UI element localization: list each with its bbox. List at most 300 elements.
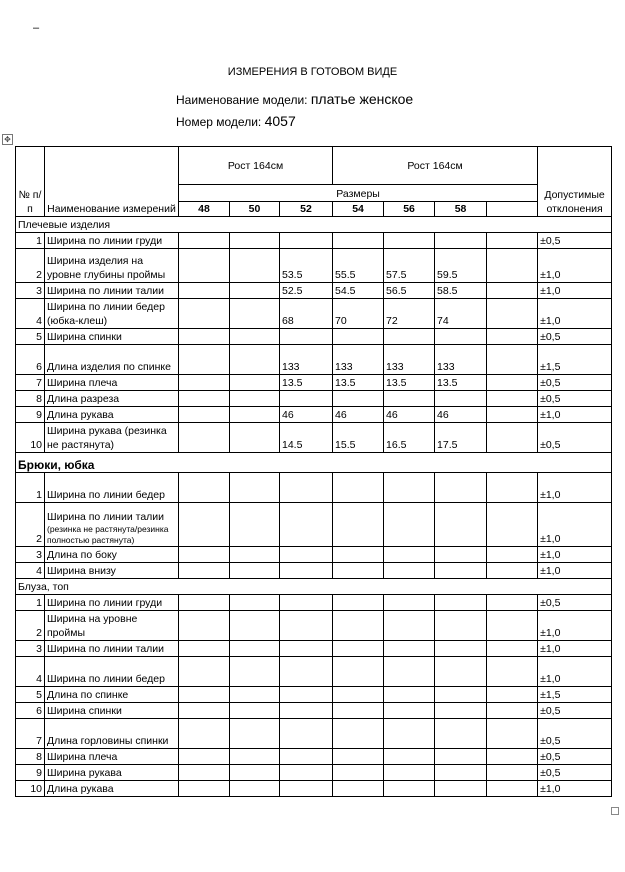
- row-number: 7: [16, 719, 45, 749]
- size-value-cell: [280, 329, 333, 345]
- size-value-cell: [333, 233, 384, 249]
- size-value-cell: [179, 391, 230, 407]
- header-size: 50: [230, 202, 280, 217]
- size-value-cell: [179, 611, 230, 641]
- tolerance-value: ±0,5: [538, 749, 612, 765]
- size-value-cell: [179, 345, 230, 375]
- table-row: [16, 249, 612, 283]
- measurement-name-text: Длина рукава: [47, 783, 114, 795]
- size-value-cell: [280, 749, 333, 765]
- table-row: [16, 687, 612, 703]
- size-value-cell: [435, 687, 487, 703]
- tolerance-value: ±1,0: [538, 407, 612, 423]
- size-value-cell: [230, 641, 280, 657]
- measurement-name-text: Ширина плеча: [47, 377, 118, 389]
- measurement-name-text: Ширина плеча: [47, 751, 118, 763]
- size-value-cell: [230, 749, 280, 765]
- size-value-cell: 13.5: [280, 375, 333, 391]
- table-row: [16, 781, 612, 797]
- size-value-cell: [230, 687, 280, 703]
- size-value-cell: [435, 657, 487, 687]
- size-value-cell: [435, 749, 487, 765]
- tolerance-value: ±1,5: [538, 687, 612, 703]
- size-value-cell: [280, 719, 333, 749]
- size-value-cell: 46: [384, 407, 435, 423]
- table-row: [16, 391, 612, 407]
- measurement-name-text: Длина рукава: [47, 409, 114, 421]
- table-row: [16, 749, 612, 765]
- size-value-cell: 13.5: [384, 375, 435, 391]
- measurement-name-text: Ширина по линии бедер: [47, 673, 165, 685]
- size-value-cell: [179, 719, 230, 749]
- size-value-cell: [487, 719, 538, 749]
- size-value-cell: 13.5: [435, 375, 487, 391]
- table-row: [16, 547, 612, 563]
- header-height-2: Рост 164см: [333, 147, 538, 185]
- size-value-cell: [487, 299, 538, 329]
- model-name-line: [176, 91, 413, 107]
- size-value-cell: [487, 703, 538, 719]
- measurement-name-text: Ширина по линии талии: [47, 643, 165, 655]
- row-number: 8: [16, 391, 45, 407]
- size-value-cell: [384, 473, 435, 503]
- measurement-name: [45, 345, 179, 375]
- row-number: 10: [16, 423, 45, 453]
- tolerance-value: ±1,0: [538, 503, 612, 547]
- measurement-note: (резинка не растянута/резинка полностью растянута): [47, 524, 169, 545]
- table-row: [16, 503, 612, 547]
- measurement-name-text: Ширина спинки: [47, 705, 122, 717]
- size-value-cell: [230, 703, 280, 719]
- size-value-cell: [384, 595, 435, 611]
- tolerance-value: ±0,5: [538, 719, 612, 749]
- size-value-cell: [230, 547, 280, 563]
- size-value-cell: 133: [333, 345, 384, 375]
- size-value-cell: [333, 781, 384, 797]
- size-value-cell: [487, 473, 538, 503]
- size-value-cell: [230, 719, 280, 749]
- header-size: 52: [280, 202, 333, 217]
- size-value-cell: [487, 503, 538, 547]
- size-value-cell: [487, 233, 538, 249]
- size-value-cell: [230, 423, 280, 453]
- row-number: 1: [16, 233, 45, 249]
- measurement-name: [45, 329, 179, 345]
- row-number: 4: [16, 657, 45, 687]
- size-value-cell: [435, 703, 487, 719]
- measurement-name-text: Длина изделия по спинке: [47, 361, 171, 373]
- size-value-cell: [487, 563, 538, 579]
- size-value-cell: [230, 283, 280, 299]
- size-value-cell: [333, 503, 384, 547]
- row-number: 3: [16, 283, 45, 299]
- size-value-cell: 59.5: [435, 249, 487, 283]
- measurement-name-text: Длина горловины спинки: [47, 735, 169, 747]
- row-number: 7: [16, 375, 45, 391]
- row-number: 9: [16, 765, 45, 781]
- size-value-cell: [230, 233, 280, 249]
- table-row: [16, 375, 612, 391]
- table-row: [16, 657, 612, 687]
- size-value-cell: [280, 503, 333, 547]
- size-value-cell: 46: [280, 407, 333, 423]
- size-value-cell: 52.5: [280, 283, 333, 299]
- size-value-cell: [280, 765, 333, 781]
- measurement-name-text: Ширина рукава: [47, 767, 122, 779]
- model-name-value: платье женское: [310, 91, 414, 107]
- row-number: 2: [16, 503, 45, 547]
- size-value-cell: [179, 547, 230, 563]
- size-value-cell: 53.5: [280, 249, 333, 283]
- size-value-cell: [280, 563, 333, 579]
- size-value-cell: 74: [435, 299, 487, 329]
- size-value-cell: [179, 595, 230, 611]
- table-row: [16, 299, 612, 329]
- measurement-name: [45, 703, 179, 719]
- size-value-cell: [230, 765, 280, 781]
- measurement-name: [45, 719, 179, 749]
- header-row-heights: [16, 147, 612, 185]
- tolerance-value: ±0,5: [538, 765, 612, 781]
- size-value-cell: [333, 765, 384, 781]
- measurement-name: [45, 765, 179, 781]
- section-title: Плечевые изделия: [16, 217, 612, 233]
- size-value-cell: [333, 563, 384, 579]
- tolerance-value: ±1,0: [538, 611, 612, 641]
- table-row: [16, 719, 612, 749]
- size-value-cell: [487, 595, 538, 611]
- tolerance-value: ±0,5: [538, 391, 612, 407]
- size-value-cell: [179, 299, 230, 329]
- table-row: [16, 345, 612, 375]
- tolerance-value: ±0,5: [538, 233, 612, 249]
- size-value-cell: [179, 749, 230, 765]
- tolerance-value: ±0,5: [538, 375, 612, 391]
- measurement-name-text: Ширина на уровне проймы: [47, 613, 138, 639]
- header-sizes-label: Размеры: [179, 185, 538, 202]
- row-number: 4: [16, 563, 45, 579]
- size-value-cell: [280, 611, 333, 641]
- measurement-name: [45, 641, 179, 657]
- measurement-name: [45, 563, 179, 579]
- size-value-cell: [384, 547, 435, 563]
- size-value-cell: [230, 391, 280, 407]
- size-value-cell: [230, 375, 280, 391]
- size-value-cell: [333, 657, 384, 687]
- size-value-cell: [179, 563, 230, 579]
- header-size: [487, 202, 538, 217]
- size-value-cell: [435, 391, 487, 407]
- size-value-cell: [333, 641, 384, 657]
- tolerance-value: ±1,0: [538, 473, 612, 503]
- measurement-name: [45, 657, 179, 687]
- size-value-cell: [280, 391, 333, 407]
- section-row: [16, 217, 612, 233]
- table-move-handle-icon[interactable]: ✥: [2, 134, 13, 145]
- measurement-name-text: Ширина по линии бедер (юбка-клеш): [47, 301, 165, 327]
- size-value-cell: [280, 703, 333, 719]
- size-value-cell: [280, 781, 333, 797]
- measurement-name-text: Длина по боку: [47, 549, 117, 561]
- size-value-cell: 68: [280, 299, 333, 329]
- table-row: [16, 765, 612, 781]
- size-value-cell: [230, 657, 280, 687]
- measurement-name: [45, 299, 179, 329]
- size-value-cell: [487, 283, 538, 299]
- tolerance-value: ±1,0: [538, 657, 612, 687]
- size-value-cell: [487, 749, 538, 765]
- model-number-label: Номер модели:: [176, 115, 262, 129]
- size-value-cell: [435, 781, 487, 797]
- size-value-cell: [487, 407, 538, 423]
- size-value-cell: 16.5: [384, 423, 435, 453]
- size-value-cell: [435, 473, 487, 503]
- size-value-cell: [179, 423, 230, 453]
- size-value-cell: 46: [435, 407, 487, 423]
- size-value-cell: [384, 781, 435, 797]
- size-value-cell: [384, 391, 435, 407]
- size-value-cell: [487, 329, 538, 345]
- tolerance-value: ±0,5: [538, 703, 612, 719]
- table-row: [16, 407, 612, 423]
- size-value-cell: [435, 563, 487, 579]
- size-value-cell: [280, 657, 333, 687]
- size-value-cell: [487, 781, 538, 797]
- model-name-label: Наименование модели:: [176, 93, 308, 107]
- tolerance-value: ±1,0: [538, 641, 612, 657]
- size-value-cell: [384, 641, 435, 657]
- measurement-name: [45, 233, 179, 249]
- size-value-cell: [179, 641, 230, 657]
- header-size: 58: [435, 202, 487, 217]
- size-value-cell: [333, 547, 384, 563]
- size-value-cell: 133: [280, 345, 333, 375]
- size-value-cell: [487, 687, 538, 703]
- size-value-cell: [435, 233, 487, 249]
- size-value-cell: [179, 657, 230, 687]
- size-value-cell: 13.5: [333, 375, 384, 391]
- measurement-name-text: Ширина по линии груди: [47, 235, 163, 247]
- size-value-cell: [435, 329, 487, 345]
- measurement-name: [45, 687, 179, 703]
- size-value-cell: [487, 345, 538, 375]
- size-value-cell: [179, 703, 230, 719]
- row-number: 10: [16, 781, 45, 797]
- size-value-cell: [384, 329, 435, 345]
- section-title: Брюки, юбка: [16, 453, 612, 473]
- row-number: 1: [16, 473, 45, 503]
- tolerance-value: ±1,5: [538, 345, 612, 375]
- header-size: 56: [384, 202, 435, 217]
- size-value-cell: 55.5: [333, 249, 384, 283]
- dash-mark: –: [33, 22, 40, 34]
- measurement-name-text: Ширина рукава (резинка не растянута): [47, 425, 167, 451]
- size-value-cell: [435, 547, 487, 563]
- measurement-name: [45, 503, 179, 547]
- size-value-cell: [280, 473, 333, 503]
- size-value-cell: 57.5: [384, 249, 435, 283]
- size-value-cell: [333, 611, 384, 641]
- table-row: [16, 611, 612, 641]
- size-value-cell: [435, 503, 487, 547]
- section-row: [16, 579, 612, 595]
- tolerance-value: ±1,0: [538, 299, 612, 329]
- header-name: Наименование измерений: [45, 147, 179, 217]
- size-value-cell: [230, 299, 280, 329]
- size-value-cell: [487, 423, 538, 453]
- size-value-cell: 54.5: [333, 283, 384, 299]
- row-number: 5: [16, 329, 45, 345]
- tolerance-value: ±0,5: [538, 329, 612, 345]
- size-value-cell: [384, 657, 435, 687]
- size-value-cell: [230, 329, 280, 345]
- measurement-name-text: Длина по спинке: [47, 689, 129, 701]
- row-number: 6: [16, 703, 45, 719]
- size-value-cell: [179, 781, 230, 797]
- measurement-name: [45, 611, 179, 641]
- size-value-cell: [487, 391, 538, 407]
- size-value-cell: [384, 765, 435, 781]
- size-value-cell: [487, 641, 538, 657]
- size-value-cell: [384, 703, 435, 719]
- table-body: [16, 217, 612, 797]
- size-value-cell: [384, 749, 435, 765]
- size-value-cell: [435, 611, 487, 641]
- table-row: [16, 595, 612, 611]
- model-number-line: [176, 113, 296, 129]
- size-value-cell: [280, 687, 333, 703]
- size-value-cell: [230, 611, 280, 641]
- size-value-cell: [179, 233, 230, 249]
- document-title: ИЗМЕРЕНИЯ В ГОТОВОМ ВИДЕ: [227, 66, 398, 78]
- model-number-value: 4057: [264, 113, 296, 129]
- size-value-cell: [487, 249, 538, 283]
- tolerance-value: ±0,5: [538, 595, 612, 611]
- size-value-cell: [384, 563, 435, 579]
- header-tolerance: Допустимые отклонения: [538, 147, 612, 217]
- header-height-1: Рост 164см: [179, 147, 333, 185]
- size-value-cell: [333, 391, 384, 407]
- header-size: 48: [179, 202, 230, 217]
- size-value-cell: [487, 765, 538, 781]
- measurement-name: [45, 595, 179, 611]
- measurement-name-text: Ширина внизу: [47, 565, 116, 577]
- size-value-cell: [230, 595, 280, 611]
- size-value-cell: 14.5: [280, 423, 333, 453]
- measurement-name-text: Длина разреза: [47, 393, 120, 405]
- size-value-cell: [179, 283, 230, 299]
- tolerance-value: ±1,0: [538, 781, 612, 797]
- table-resize-handle[interactable]: [611, 807, 619, 815]
- size-value-cell: [384, 503, 435, 547]
- size-value-cell: [435, 641, 487, 657]
- size-value-cell: [487, 611, 538, 641]
- size-value-cell: [333, 595, 384, 611]
- measurement-name: [45, 249, 179, 283]
- measurement-name-text: Ширина изделия на уровне глубины проймы: [47, 255, 166, 281]
- size-value-cell: 133: [384, 345, 435, 375]
- row-number: 6: [16, 345, 45, 375]
- size-value-cell: [280, 547, 333, 563]
- size-value-cell: [384, 719, 435, 749]
- measurement-name: [45, 547, 179, 563]
- size-value-cell: [333, 473, 384, 503]
- measurement-name: [45, 391, 179, 407]
- size-value-cell: [384, 687, 435, 703]
- measurement-name-text: Ширина по линии талии: [47, 511, 165, 523]
- measurement-name: [45, 749, 179, 765]
- row-number: 8: [16, 749, 45, 765]
- size-value-cell: [333, 749, 384, 765]
- measurement-name-text: Ширина спинки: [47, 331, 122, 343]
- size-value-cell: [179, 473, 230, 503]
- size-value-cell: [384, 233, 435, 249]
- measurement-name: [45, 283, 179, 299]
- measurement-name: [45, 781, 179, 797]
- size-value-cell: [179, 503, 230, 547]
- row-number: 1: [16, 595, 45, 611]
- table-row: [16, 473, 612, 503]
- size-value-cell: [179, 249, 230, 283]
- size-value-cell: 56.5: [384, 283, 435, 299]
- table-row: [16, 423, 612, 453]
- row-number: 3: [16, 641, 45, 657]
- size-value-cell: [230, 563, 280, 579]
- size-value-cell: [280, 233, 333, 249]
- size-value-cell: [230, 473, 280, 503]
- size-value-cell: 72: [384, 299, 435, 329]
- measurement-name: [45, 407, 179, 423]
- size-value-cell: [179, 407, 230, 423]
- measurement-name-text: Ширина по линии талии: [47, 285, 165, 297]
- size-value-cell: 70: [333, 299, 384, 329]
- size-value-cell: 15.5: [333, 423, 384, 453]
- size-value-cell: 133: [435, 345, 487, 375]
- tolerance-value: ±1,0: [538, 249, 612, 283]
- size-value-cell: [333, 687, 384, 703]
- size-value-cell: [179, 375, 230, 391]
- size-value-cell: 17.5: [435, 423, 487, 453]
- row-number: 2: [16, 611, 45, 641]
- table-row: [16, 283, 612, 299]
- table-row: [16, 641, 612, 657]
- size-value-cell: [435, 719, 487, 749]
- tolerance-value: ±1,0: [538, 283, 612, 299]
- size-value-cell: [230, 345, 280, 375]
- size-value-cell: [333, 329, 384, 345]
- size-value-cell: [179, 687, 230, 703]
- size-value-cell: [179, 329, 230, 345]
- measurements-table: [15, 146, 612, 797]
- table-row: [16, 329, 612, 345]
- section-title: Блуза, топ: [16, 579, 612, 595]
- size-value-cell: [435, 765, 487, 781]
- tolerance-value: ±1,0: [538, 563, 612, 579]
- size-value-cell: [280, 595, 333, 611]
- size-value-cell: 58.5: [435, 283, 487, 299]
- row-number: 3: [16, 547, 45, 563]
- section-row: [16, 453, 612, 473]
- size-value-cell: [487, 375, 538, 391]
- size-value-cell: [179, 765, 230, 781]
- measurement-name: [45, 423, 179, 453]
- measurement-name-text: Ширина по линии груди: [47, 597, 163, 609]
- header-size: 54: [333, 202, 384, 217]
- size-value-cell: [487, 657, 538, 687]
- table-row: [16, 563, 612, 579]
- row-number: 4: [16, 299, 45, 329]
- size-value-cell: [230, 781, 280, 797]
